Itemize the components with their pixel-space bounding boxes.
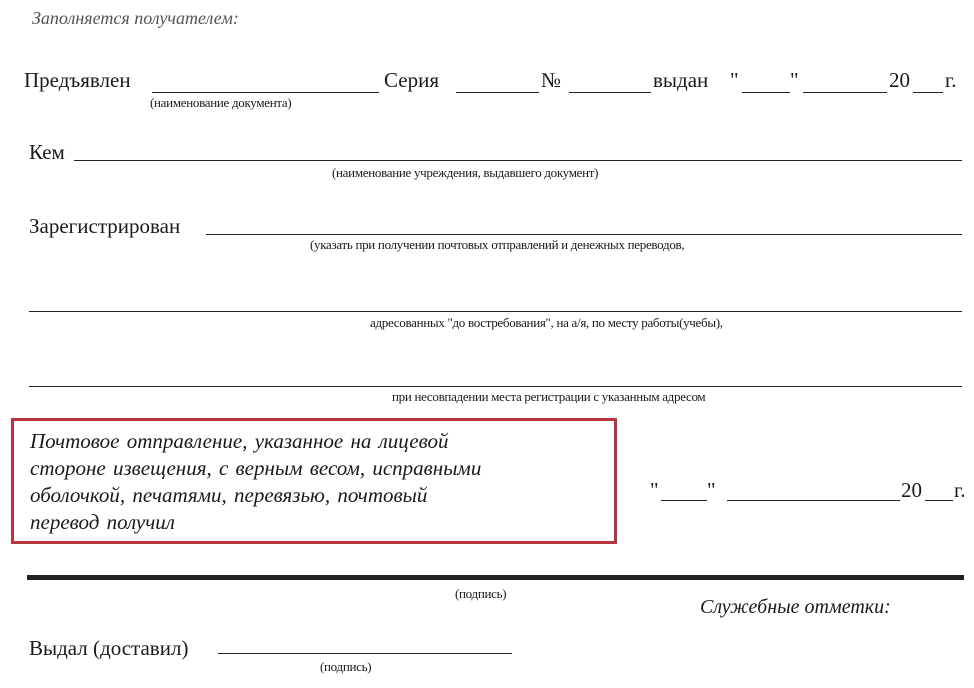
issued-day-quote-open: " (730, 68, 739, 92)
received-day-quote-open: " (650, 478, 659, 502)
registration-field-3[interactable] (29, 386, 962, 387)
by-whom-label: Кем (29, 140, 65, 164)
registration-note-3: при несовпадении места регистрации с указанным адресом (392, 389, 706, 404)
registration-field-2[interactable] (29, 311, 962, 312)
received-year-field[interactable] (925, 500, 953, 501)
receipt-notice-box (11, 418, 617, 544)
received-year-suffix: г. (954, 478, 966, 502)
issued-month-field[interactable] (803, 92, 887, 93)
presented-label: Предъявлен (24, 68, 131, 92)
issued-year-suffix: г. (945, 68, 957, 92)
issued-by-signature-field[interactable] (218, 653, 512, 654)
document-name-note: (наименование документа) (150, 95, 292, 110)
issued-label: выдан (653, 68, 709, 92)
issued-day-quote-close: " (790, 68, 799, 92)
received-month-field[interactable] (727, 500, 900, 501)
registration-field-1[interactable] (206, 234, 962, 235)
institution-note: (наименование учреждения, выдавшего документ) (332, 165, 599, 180)
issued-year-field[interactable] (913, 92, 943, 93)
series-label: Серия (384, 68, 439, 92)
registration-note-1: (указать при получении почтовых отправлений и денежных переводов, (310, 237, 685, 252)
recipient-signature-line[interactable] (27, 575, 964, 580)
recipient-signature-label: (подпись) (455, 586, 507, 601)
receipt-notice-text: Почтовое отправление, указанное на лицевой стороне извещения, с верным весом, исправными оболочкой, печатями, перевязью, почтовый перевод получил (30, 429, 482, 534)
series-field[interactable] (456, 92, 539, 93)
received-year-prefix: 20 (901, 478, 922, 502)
received-day-field[interactable] (661, 500, 707, 501)
received-day-quote-close: " (707, 478, 716, 502)
issued-year-prefix: 20 (889, 68, 910, 92)
issued-by-label: Выдал (доставил) (29, 636, 189, 660)
registered-label: Зарегистрирован (29, 214, 181, 238)
number-field[interactable] (569, 92, 651, 93)
service-marks-label: Служебные отметки: (700, 596, 891, 618)
issuing-institution-field[interactable] (74, 160, 962, 161)
registration-note-2: адресованных "до востребования", на а/я, по месту работы(учебы), (370, 315, 723, 330)
number-label: № (541, 68, 562, 92)
document-name-field[interactable] (152, 92, 379, 93)
issued-day-field[interactable] (742, 92, 790, 93)
filled-by-header: Заполняется получателем: (32, 8, 239, 28)
issued-by-signature-label: (подпись) (320, 659, 372, 674)
